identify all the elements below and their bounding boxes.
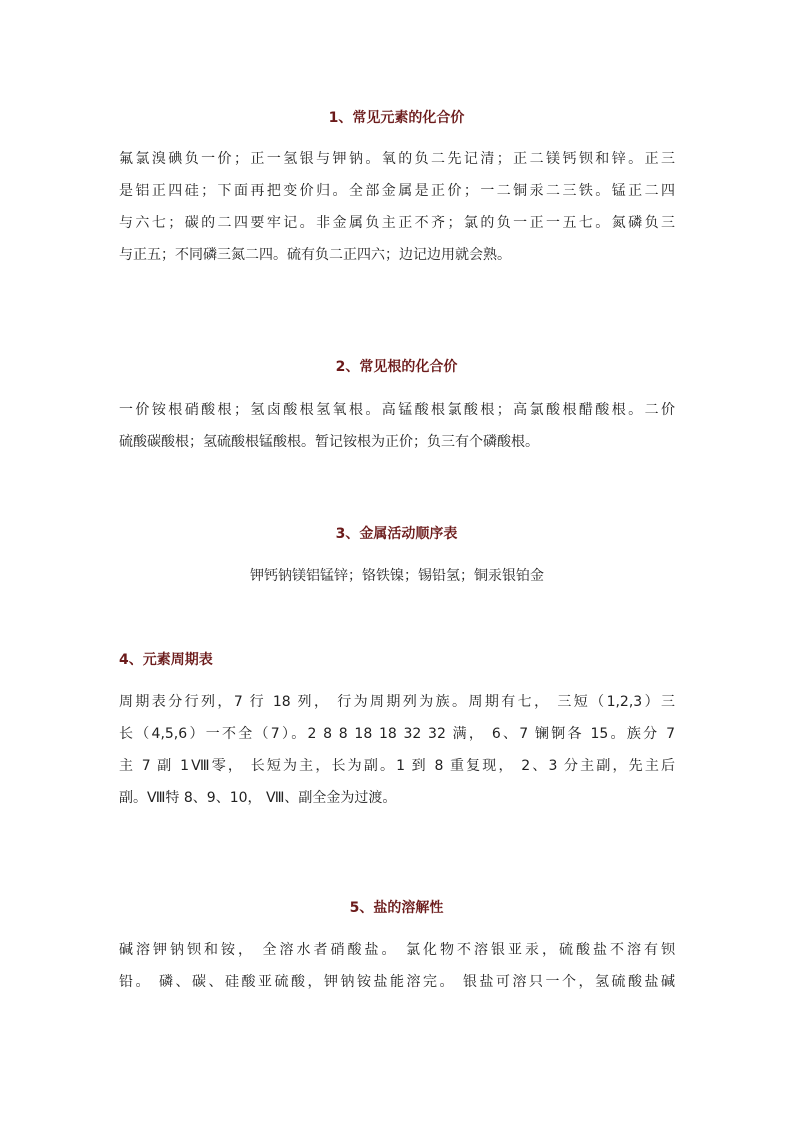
section-2-line-1: 一价铵根硝酸根；氢卤酸根氢氧根。高锰酸根氯酸根；高氯酸根醋酸根。二价 [119, 402, 675, 418]
section-4-heading: 4、元素周期表 [119, 652, 213, 668]
section-4-line-2: 长（4,5,6）一不全（7）。2 8 8 18 18 32 32 满， 6、7 镧锕各 15。族分 7 [119, 726, 675, 742]
section-2-heading: 2、常见根的化合价 [335, 359, 458, 375]
section-3-heading: 3、金属活动顺序表 [335, 526, 458, 542]
section-1-line-2: 是铝正四硅；下面再把变价归。全部金属是正价；一二铜汞二三铁。锰正二四 [119, 183, 675, 199]
section-5-heading: 5、盐的溶解性 [349, 900, 444, 916]
section-4-line-3: 主 7 副 1Ⅷ零， 长短为主，长为副。1 到 8 重复现， 2、3 分主副，先主后 [119, 758, 675, 774]
section-5-paragraph [119, 934, 675, 998]
section-1-line-4: 与正五；不同磷三氮二四。硫有负二正四六；边记边用就会熟。 [119, 247, 511, 263]
section-2-line-2: 硫酸碳酸根；氢硫酸根锰酸根。暂记铵根为正价；负三有个磷酸根。 [119, 434, 539, 450]
section-1-line-1: 氟氯溴碘负一价；正一氢银与钾钠。氧的负二先记清；正二镁钙钡和锌。正三 [119, 151, 675, 167]
section-3-line-1: 钾钙钠镁铝锰锌；铬铁镍；锡铅氢；铜汞银铂金 [250, 568, 544, 584]
section-1-heading: 1、常见元素的化合价 [328, 110, 465, 126]
section-4-line-1: 周期表分行列，7 行 18 列， 行为周期列为族。周期有七， 三短（1,2,3）三 [119, 694, 675, 710]
section-2-paragraph [119, 394, 675, 458]
section-4-paragraph [119, 686, 675, 814]
section-5-line-2: 铅。 磷、碳、硅酸亚硫酸，钾钠铵盐能溶完。 银盐可溶只一个，氢硫酸盐碱 [119, 974, 675, 990]
section-4-line-4: 副。Ⅷ特 8、9、10， Ⅷ、副全金为过渡。 [119, 790, 397, 806]
section-1-line-3: 与六七；碳的二四要牢记。非金属负主正不齐；氯的负一正一五七。氮磷负三 [119, 215, 675, 231]
section-1-paragraph [119, 143, 675, 271]
section-5-line-1: 碱溶钾钠钡和铵， 全溶水者硝酸盐。 氯化物不溶银亚汞，硫酸盐不溶有钡 [119, 942, 675, 958]
